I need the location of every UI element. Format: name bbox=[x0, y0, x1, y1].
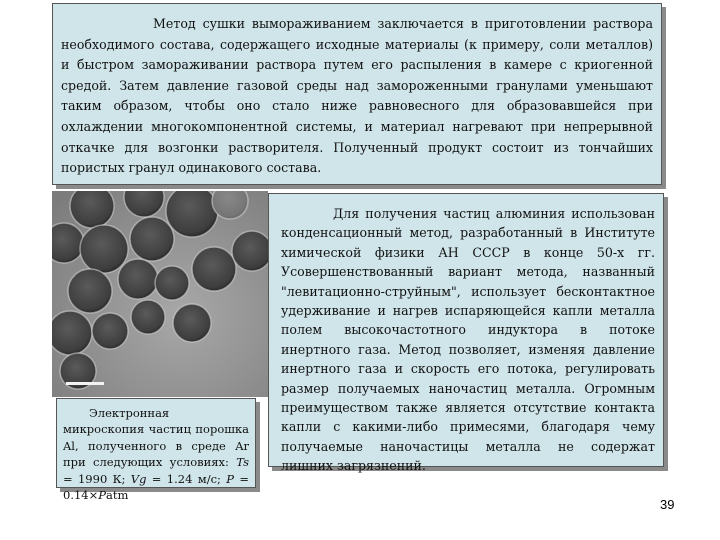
page-number: 39 bbox=[660, 497, 675, 512]
patm-sub: atm bbox=[106, 488, 129, 503]
ts-value: = 1990 К; bbox=[63, 471, 131, 486]
method-text-box bbox=[268, 193, 664, 474]
var-patm: P bbox=[98, 488, 106, 503]
p-value: = 0.14× bbox=[63, 471, 249, 503]
method-paragraph: Для получения частиц алюминия использован конденсационный метод, разработанный в Институте химической физики АН СССР в конце 50-х гг. Усовершенствованный вариант метода, названный "левитационно-струйным", использует бесконтактное удерживание и нагрев испаряющейся капли металла полем высокочастотного индуктора в потоке инертного газа. Метод позволяет, изменяя давление инертного газа и скорость его потока, регулировать размер получаемых наночастиц металла. Огромным преимуществом также является отсутствие контакта капли с какими-либо примесями, благодаря чему получаемые наночастицы металла не содержат лишних загрязнений. bbox=[281, 206, 655, 474]
electron-micrograph-image bbox=[52, 191, 268, 397]
micrograph-icon bbox=[52, 191, 268, 397]
caption-text bbox=[63, 405, 249, 503]
intro-paragraph: Метод сушки вымораживанием заключается в приготовлении раствора необходимого состава, содержащего исходные материалы (к примеру, соли металлов) и быстром замораживании раствора путем его распыления в камере с криогенной средой. Затем давление газовой среды над замороженными гранулами уменьшают таким образом, чтобы оно стало ниже равновесного для образовавшейся при охлаждении многокомпонентной системы, и материал нагревают при непрерывной откачке для возгонки растворителя. Полученный продукт состоит из тончайших пористых гранул одинакового состава. bbox=[61, 16, 653, 176]
var-v: V bbox=[130, 471, 140, 486]
var-v-sub: g bbox=[139, 471, 147, 486]
intro-text-box bbox=[52, 3, 662, 185]
caption-main: Электронная микроскопия частиц порошка Al, полученного в среде Ar при следующих условиях: bbox=[63, 406, 249, 470]
var-ts: Ts bbox=[236, 455, 249, 470]
micrograph-caption bbox=[56, 398, 256, 503]
vg-value: = 1.24 м/с; bbox=[146, 471, 227, 486]
var-p: P bbox=[226, 471, 234, 486]
